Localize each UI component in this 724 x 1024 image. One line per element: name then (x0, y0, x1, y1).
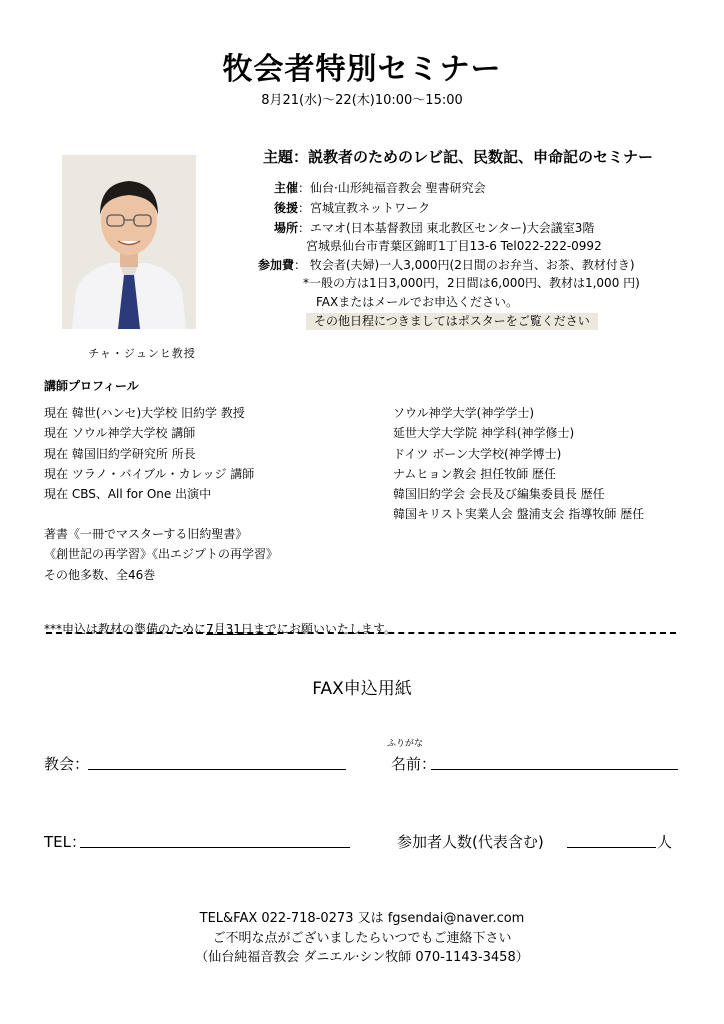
profile-item: ドイツ ボーン大学校(神学博士) (393, 446, 562, 461)
place-row (274, 219, 594, 236)
seminar-date: 8月21(水)～22(木)10:00～15:00 (261, 93, 463, 108)
deadline-prefix: ***申込は教材の準備のために (44, 622, 207, 636)
participants-label: 参加者人数(代表含む) (397, 833, 544, 851)
profile-item: 現在 韓世(ハンセ)大学校 旧約学 教授 (44, 406, 245, 420)
profile-item: 延世大学大学院 神学科(神学修士) (393, 426, 575, 441)
participants-field[interactable] (567, 847, 656, 848)
deadline-note (44, 620, 396, 637)
other-dates-note: その他日程につきましてはポスターをご覧ください (306, 313, 598, 330)
support-row (274, 199, 430, 216)
contact-person: （仙台純福音教会 ダニエル·シン牧師 070-1143-3458） (195, 950, 529, 965)
place-value: ：エマオ(日本基督教団 東北教区センター)大会議室3階 (298, 221, 595, 235)
cut-line (46, 632, 676, 634)
profile-item: 現在 CBS、All for One 出演中 (44, 487, 212, 502)
page-title: 牧会者特別セミナー (222, 52, 502, 87)
church-label: 教会： (44, 755, 90, 773)
address-text: 宮城県仙台市青葉区錦町1丁目13-6 Tel022-222-0992 (306, 239, 602, 253)
apply-text: FAXまたはメールでお申込ください。 (316, 295, 518, 309)
furigana-label: ふりがな (387, 739, 424, 749)
profile-item: 現在 ツラノ・バイブル・カレッジ 講師 (44, 466, 255, 481)
profile-item: ソウル神学大学(神学学士) (393, 406, 535, 420)
books-list (44, 524, 278, 585)
profile-item: 現在 ソウル神学大学校 講師 (44, 426, 196, 441)
seminar-theme: 主題：説教者のためのレビ記、民数記、申命記のセミナー (263, 148, 654, 166)
portrait-photo-icon (62, 155, 196, 329)
host-label: 主催 (274, 181, 299, 195)
profile-heading: 講師プロフィール (44, 379, 139, 393)
tel-label: TEL： (44, 833, 86, 851)
fee-note: *一般の方は1日3,000円，2日間は6,000円、教材は1,000 円) (303, 276, 640, 290)
fax-form-title: FAX申込用紙 (312, 679, 412, 699)
contact-note: ご不明な点がございましたらいつでもご連絡下さい (212, 931, 512, 946)
deadline-date: 7月31日まで (206, 622, 277, 636)
book-item: その他多数、全46巻 (44, 567, 156, 582)
place-label: 場所 (274, 221, 299, 235)
profile-item: 韓国旧約学会 会長及び編集委員長 歴任 (393, 487, 605, 502)
profile-item: ナムヒョン教会 担任牧師 歴任 (393, 466, 557, 481)
book-item: 著書《一冊でマスターする旧約聖書》 (44, 527, 248, 541)
photo-caption: チャ・ジュンヒ教授 (88, 347, 196, 360)
host-row (274, 179, 486, 196)
support-label: 後援 (274, 201, 299, 215)
participants-unit: 人 (657, 833, 673, 851)
fee-label: 参加費 (258, 258, 295, 272)
church-field[interactable] (88, 769, 346, 770)
profile-item: 韓国キリスト実業人会 盤浦支会 指導牧師 歴任 (393, 507, 645, 522)
name-field[interactable] (431, 769, 678, 770)
profile-item: 現在 韓国旧約学研究所 所長 (44, 446, 196, 461)
profile-right-list (393, 403, 644, 525)
contact-info: TEL&FAX 022-718-0273 又は fgsendai@naver.com (199, 911, 525, 926)
book-item: 《創世記の再学習》《出エジプトの再学習》 (44, 547, 279, 562)
fee-value: ： 牧会者(夫婦)一人3,000円(2日間のお弁当、お茶、教材付き) (294, 258, 635, 272)
profile-left-list (44, 403, 254, 504)
fee-row (258, 256, 635, 273)
name-label: 名前： (391, 755, 437, 773)
tel-field[interactable] (80, 847, 350, 848)
deadline-suffix: にお願いいたします。 (276, 622, 396, 636)
lecturer-photo (62, 155, 196, 329)
support-value: ：宮城宣教ネットワーク (298, 201, 431, 215)
host-value: ：仙台·山形純福音教会 聖書研究会 (298, 181, 486, 195)
